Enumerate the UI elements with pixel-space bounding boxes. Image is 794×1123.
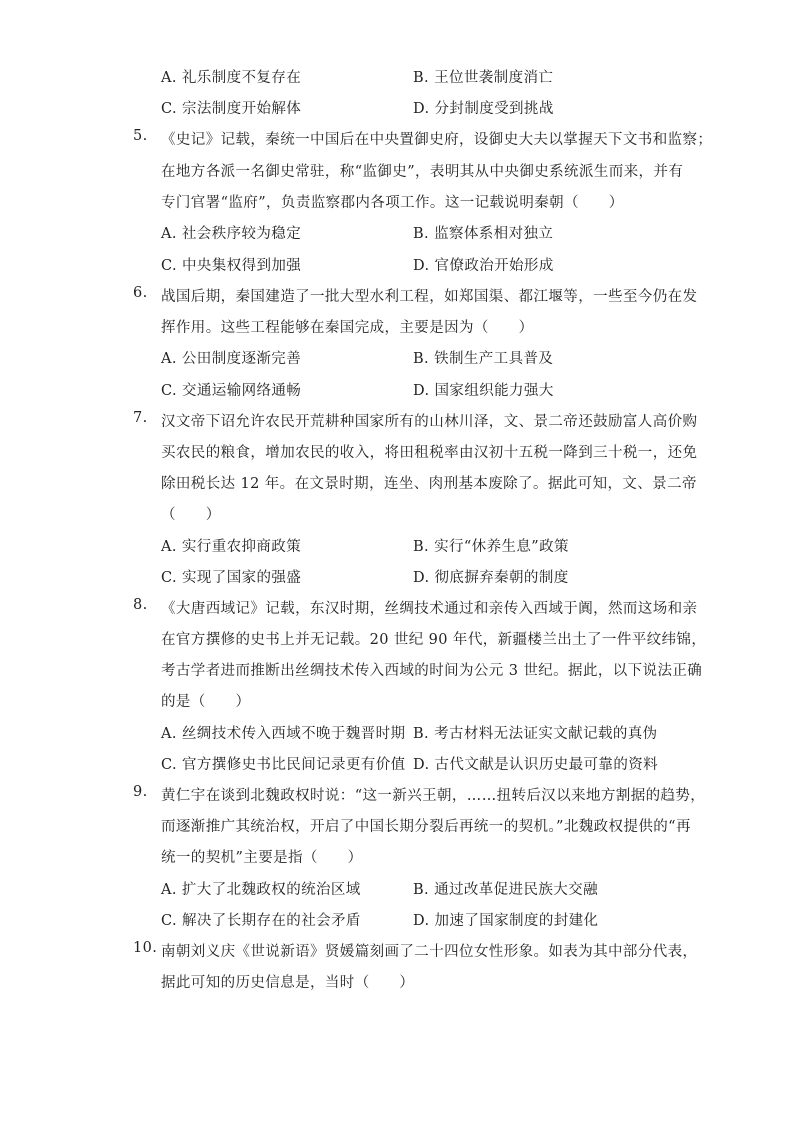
question-text-line: 南朝刘义庆《世说新语》贤媛篇刻画了二十四位女性形象。如表为其中部分代表， — [161, 944, 698, 960]
question-text-line: 据此可知的历史信息是，当时（ ） — [161, 975, 415, 991]
question-text-line: （ ） — [161, 507, 221, 523]
option-c[interactable]: C. 实现了国家的强盛 — [161, 570, 302, 586]
option-d[interactable]: D. 古代文献是认识历史最可靠的资料 — [413, 757, 659, 773]
option-c[interactable]: C. 官方撰修史书比民间记录更有价值 — [161, 757, 406, 773]
question-number: 5. — [133, 128, 148, 144]
option-b[interactable]: B. 实行“休养生息”政策 — [413, 539, 569, 555]
option-a[interactable]: A. 实行重农抑商政策 — [161, 539, 302, 555]
option-b[interactable]: B. 通过改革促进民族大交融 — [413, 882, 598, 898]
question-number: 10. — [133, 940, 158, 956]
option-c[interactable]: C. 中央集权得到加强 — [161, 258, 302, 274]
question-text-line: 《大唐西域记》记载，东汉时期，丝绸技术通过和亲传入西域于阗，然而这场和亲 — [161, 601, 698, 617]
question-text-line: 除田税长达 12 年。在文景时期，连坐、肉刑基本废除了。据此可知，文、景二帝 — [161, 476, 697, 492]
option-c[interactable]: C. 交通运输网络通畅 — [161, 383, 302, 399]
question-text-line: 黄仁宇在谈到北魏政权时说：“这一新兴王朝，……扭转后汉以来地方割据的趋势， — [161, 788, 706, 804]
question-text-line: 统一的契机”主要是指（ ） — [161, 850, 363, 866]
question-text-line: 在地方各派一名御史常驻，称“监御史”，表明其从中央御史系统派生而来，并有 — [161, 164, 684, 180]
option-d[interactable]: D. 分封制度受到挑战 — [413, 101, 554, 117]
question-text-line: 买农民的粮食，增加农民的收入，将田租税率由汉初十五税一降到三十税一，还免 — [161, 445, 698, 461]
option-b[interactable]: B. 铁制生产工具普及 — [413, 351, 554, 367]
question-text-line: 的是（ ） — [161, 694, 251, 710]
question-text-line: 专门官署“监府”，负责监察郡内各项工作。这一记载说明秦朝（ ） — [161, 195, 624, 211]
question-text-line: 《史记》记载，秦统一中国后在中央置御史府，设御史大夫以掌握天下文书和监察； — [161, 132, 713, 148]
option-a[interactable]: A. 扩大了北魏政权的统治区域 — [161, 882, 361, 898]
option-c[interactable]: C. 解决了长期存在的社会矛盾 — [161, 913, 361, 929]
question-number: 7. — [133, 410, 148, 426]
question-text-line: 挥作用。这些工程能够在秦国完成，主要是因为（ ） — [161, 320, 534, 336]
option-d[interactable]: D. 彻底摒弃秦朝的制度 — [413, 570, 569, 586]
option-d[interactable]: D. 官僚政治开始形成 — [413, 258, 554, 274]
option-a[interactable]: A. 礼乐制度不复存在 — [161, 70, 302, 86]
option-b[interactable]: B. 监察体系相对独立 — [413, 226, 554, 242]
question-number: 8. — [133, 597, 148, 613]
question-text-line: 汉文帝下诏允许农民开荒耕种国家所有的山林川泽，文、景二帝还鼓励富人高价购 — [161, 414, 698, 430]
question-number: 9. — [133, 784, 148, 800]
option-d[interactable]: D. 加速了国家制度的封建化 — [413, 913, 599, 929]
question-text-line: 在官方撰修的史书上并无记载。20 世纪 90 年代，新疆楼兰出土了一件平纹纬锦， — [161, 632, 707, 648]
option-a[interactable]: A. 社会秩序较为稳定 — [161, 226, 302, 242]
question-number: 6. — [133, 285, 148, 301]
option-a[interactable]: A. 公田制度逐渐完善 — [161, 351, 302, 367]
option-b[interactable]: B. 王位世袭制度消亡 — [413, 70, 554, 86]
option-d[interactable]: D. 国家组织能力强大 — [413, 383, 554, 399]
question-text-line: 而逐渐推广其统治权，开启了中国长期分裂后再统一的契机。”北魏政权提供的“再 — [161, 819, 691, 835]
question-text-line: 考古学者进而推断出丝绸技术传入西域的时间为公元 3 世纪。据此，以下说法正确 — [161, 663, 703, 679]
option-b[interactable]: B. 考古材料无法证实文献记载的真伪 — [413, 726, 658, 742]
question-text-line: 战国后期，秦国建造了一批大型水利工程，如郑国渠、都江堰等，一些至今仍在发 — [161, 289, 698, 305]
option-c[interactable]: C. 宗法制度开始解体 — [161, 101, 302, 117]
option-a[interactable]: A. 丝绸技术传入西域不晚于魏晋时期 — [161, 726, 406, 742]
